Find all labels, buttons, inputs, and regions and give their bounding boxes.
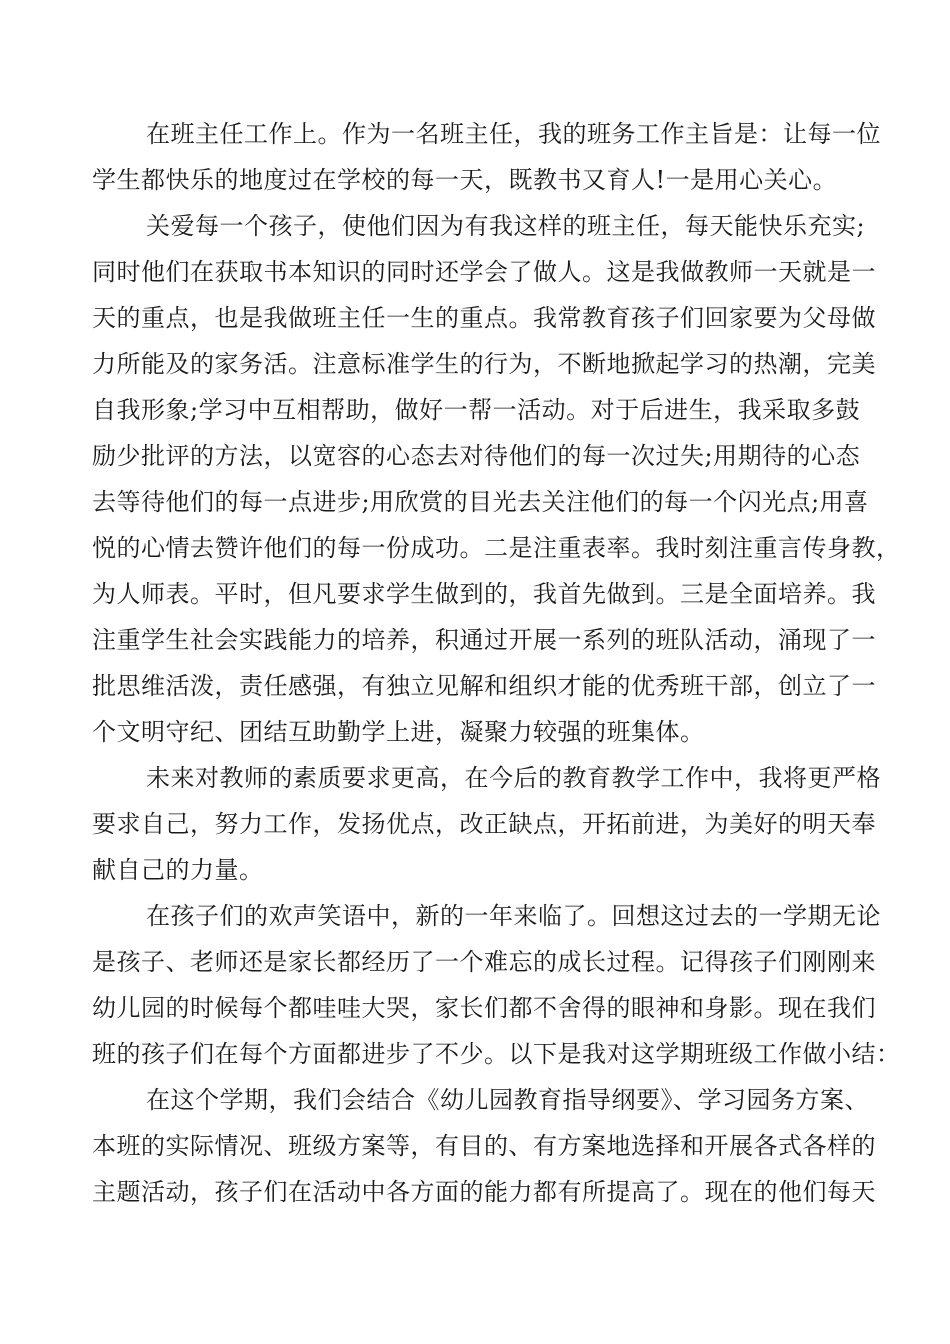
paragraph-1-line-2: 学生都快乐的地度过在学校的每一天，既教书又育人!一是用心关心。 [92, 166, 838, 194]
paragraph-4-line-4: 班的孩子们在每个方面都进步了不少。以下是我对这学期班级工作做小结： [92, 1040, 901, 1068]
paragraph-3-line-1: 未来对教师的素质要求更高，在今后的教育教学工作中，我将更严格 [146, 764, 881, 792]
paragraph-2-line-4: 力所能及的家务活。注意标准学生的行为，不断地掀起学习的热潮，完美 [92, 350, 876, 378]
paragraph-3-line-2: 要求自己，努力工作，发扬优点，改正缺点，开拓前进，为美好的明天奉 [92, 810, 876, 838]
paragraph-2-line-6: 励少批评的方法，以宽容的心态去对待他们的每一次过失;用期待的心态 [92, 442, 861, 470]
paragraph-4-line-2: 是孩子、老师还是家长都经历了一个难忘的成长过程。记得孩子们刚刚来 [92, 948, 876, 976]
paragraph-2-line-3: 天的重点，也是我做班主任一生的重点。我常教育孩子们回家要为父母做 [92, 304, 876, 332]
paragraph-2-line-12: 个文明守纪、团结互助勤学上进，凝聚力较强的班集体。 [92, 718, 705, 746]
paragraph-1-line-1: 在班主任工作上。作为一名班主任，我的班务工作主旨是：让每一位 [146, 120, 881, 148]
paragraph-4-line-1: 在孩子们的欢声笑语中，新的一年来临了。回想这过去的一学期无论 [146, 902, 881, 930]
paragraph-2-line-11: 批思维活泼，责任感强，有独立见解和组织才能的优秀班干部，创立了一 [92, 672, 876, 700]
paragraph-2-line-2: 同时他们在获取书本知识的同时还学会了做人。这是我做教师一天就是一 [92, 258, 876, 286]
paragraph-3-line-3: 献自己的力量。 [92, 856, 264, 884]
paragraph-2-line-9: 为人师表。平时，但凡要求学生做到的，我首先做到。三是全面培养。我 [92, 580, 876, 608]
paragraph-2-line-1: 关爱每一个孩子，使他们因为有我这样的班主任，每天能快乐充实; [146, 212, 866, 240]
paragraph-5-line-3: 主题活动，孩子们在活动中各方面的能力都有所提高了。现在的他们每天 [92, 1178, 876, 1206]
paragraph-2-line-8: 悦的心情去赞许他们的每一份成功。二是注重表率。我时刻注重言传身教， [92, 534, 901, 562]
paragraph-5-line-1: 在这个学期，我们会结合《幼儿园教育指导纲要》、学习园务方案、 [146, 1086, 869, 1114]
paragraph-2-line-7: 去等待他们的每一点进步;用欣赏的目光去关注他们的每一个闪光点;用喜 [92, 488, 869, 516]
paragraph-5-line-2: 本班的实际情况、班级方案等，有目的、有方案地选择和开展各式各样的 [92, 1132, 876, 1160]
paragraph-4-line-3: 幼儿园的时候每个都哇哇大哭，家长们都不舍得的眼神和身影。现在我们 [92, 994, 876, 1022]
paragraph-2-line-5: 自我形象;学习中互相帮助，做好一帮一活动。对于后进生，我采取多鼓 [92, 396, 861, 424]
paragraph-2-line-10: 注重学生社会实践能力的培养，积通过开展一系列的班队活动，涌现了一 [92, 626, 876, 654]
